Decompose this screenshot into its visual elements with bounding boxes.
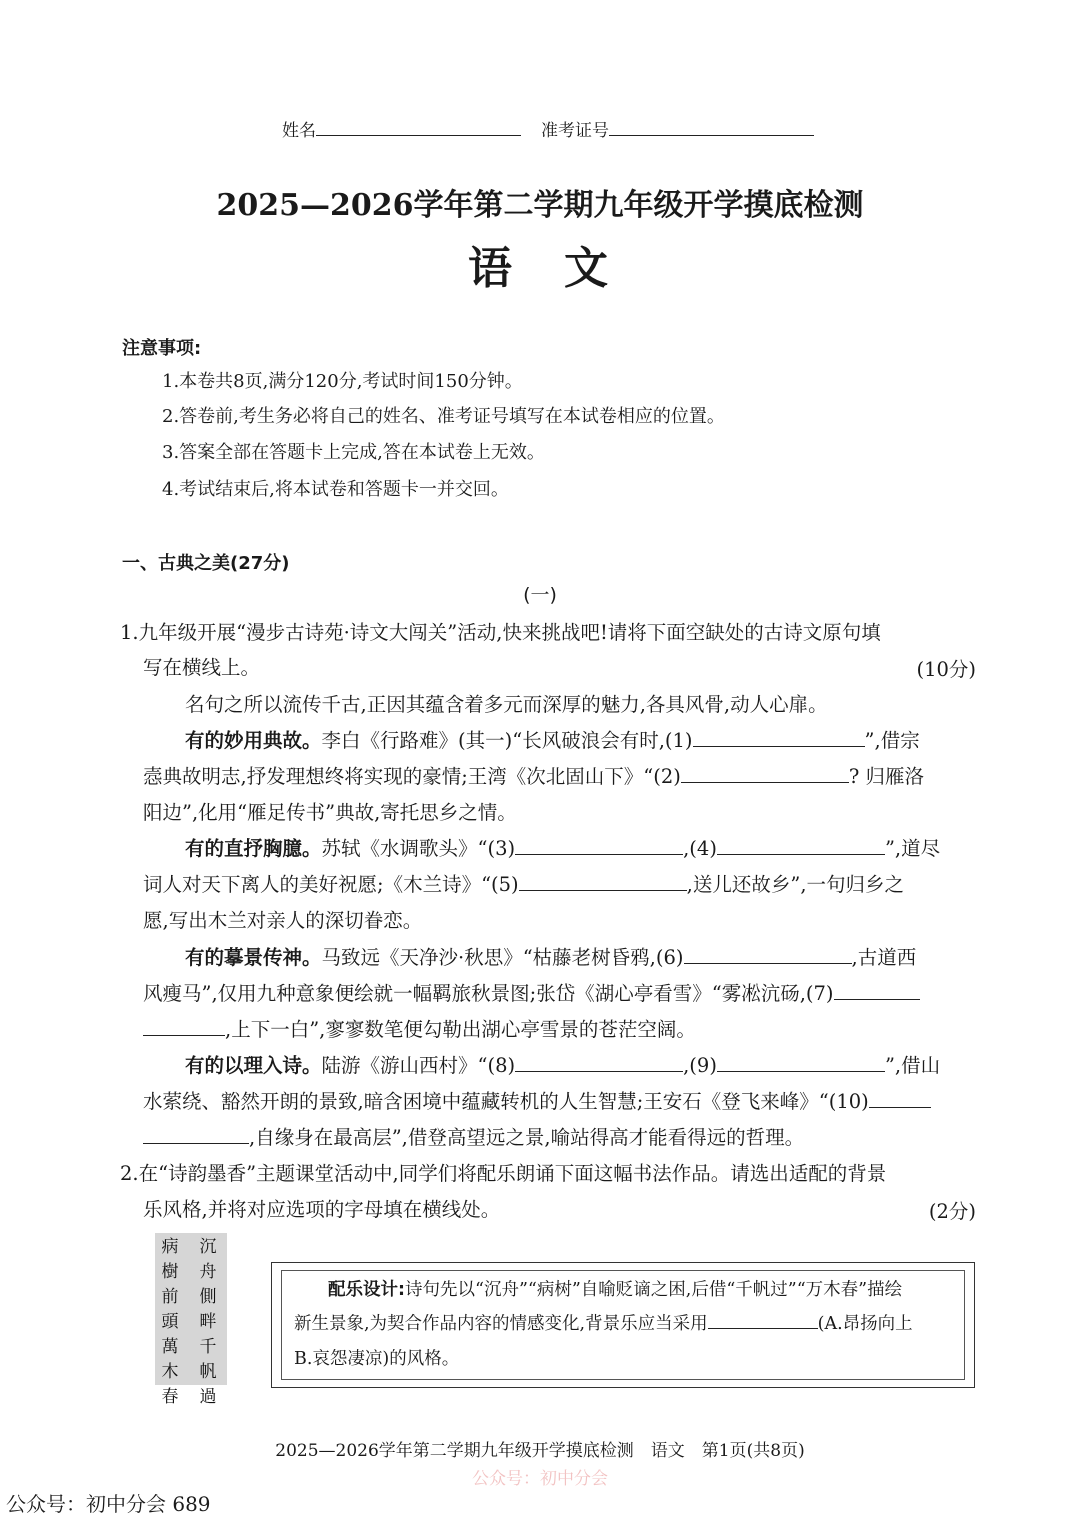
id-field xyxy=(541,116,814,141)
box-line xyxy=(328,1275,902,1305)
q1-score: (10分) xyxy=(916,658,976,681)
notice-item: 1.本卷共8页,满分120分,考试时间150分钟。 xyxy=(162,371,523,392)
answer-blank-8[interactable] xyxy=(515,1053,683,1072)
answer-blank-q2[interactable] xyxy=(708,1310,818,1329)
answer-blank-1[interactable] xyxy=(693,728,865,747)
q1-text: ,上下一白”,寥寥数笔便勾勒出湖心亭雪景的苍茫空阔。 xyxy=(225,1018,696,1041)
q1-text: 陆游《游山西村》“(8) xyxy=(321,1054,516,1077)
q1-text: 悫典故明志,抒发理想终将实现的豪情;王湾《次北固山下》“(2) xyxy=(143,765,681,788)
watermark: 公众号：初中分会 xyxy=(472,1469,608,1489)
q1-para-line xyxy=(143,763,924,791)
q1-para-line xyxy=(143,1124,804,1152)
q1-para-line xyxy=(185,944,916,972)
answer-blank-10[interactable] xyxy=(869,1089,931,1108)
q1-text: 水萦绕、豁然开朗的景致,暗含困境中蕴藏转机的人生智慧;王安石《登飞来峰》“(10) xyxy=(143,1090,869,1113)
page-footer: 2025—2026学年第二学期九年级开学摸底检测 语文 第1页(共8页) xyxy=(275,1441,805,1461)
q1-text: ? 归雁洛 xyxy=(848,765,925,788)
box-text: 新生景象,为契合作品内容的情感变化,背景乐应当采用 xyxy=(294,1314,708,1334)
answer-blank-2[interactable] xyxy=(681,764,849,783)
q1-text: 风瘦马”,仅用九种意象便绘就一幅羁旅秋景图;张岱《湖心亭看雪》“雾凇沆砀,(7) xyxy=(143,982,834,1005)
q1-para-line xyxy=(185,1052,940,1080)
q1-para-lead: 有的以理入诗。 xyxy=(185,1054,322,1077)
notice-heading: 注意事项: xyxy=(122,338,202,359)
box-label: 配乐设计: xyxy=(328,1280,405,1300)
answer-blank-7[interactable] xyxy=(834,981,920,1000)
q1-para-line: 阳边”,化用“雁足传书”典故,寄托思乡之情。 xyxy=(143,801,517,824)
calligraphy-image xyxy=(155,1233,227,1407)
q1-para-lead: 有的摹景传神。 xyxy=(185,946,322,969)
q1-para-line xyxy=(143,1016,696,1044)
q1-para-line xyxy=(143,1088,931,1116)
q1-para-line xyxy=(185,835,940,863)
name-label: 姓名 xyxy=(282,121,316,141)
id-blank xyxy=(609,117,814,136)
answer-blank-4[interactable] xyxy=(717,836,885,855)
corner-label: 公众号：初中分会 689 xyxy=(6,1492,211,1516)
q1-para-line: 愿,写出木兰对亲人的深切眷恋。 xyxy=(143,909,423,932)
q1-line: 1.九年级开展“漫步古诗苑·诗文大闯关”活动,快来挑战吧!请将下面空缺处的古诗文原句填 xyxy=(120,621,881,644)
q1-para-line xyxy=(143,871,904,899)
q2-score: (2分) xyxy=(928,1200,976,1223)
q1-intro: 名句之所以流传千古,正因其蕴含着多元而深厚的魅力,各具风骨,动人心扉。 xyxy=(185,693,828,716)
q2-line: 2.在“诗韵墨香”主题课堂活动中,同学们将配乐朗诵下面这幅书法作品。请选出适配的背景 xyxy=(120,1162,887,1185)
box-line xyxy=(294,1309,913,1339)
q1-text: 李白《行路难》(其一)“长风破浪会有时,(1) xyxy=(321,729,693,752)
calligraphy-left-column: 病樹前頭萬木春 xyxy=(161,1237,179,1407)
name-field xyxy=(282,116,521,141)
answer-blank-3[interactable] xyxy=(515,836,683,855)
answer-blank-6[interactable] xyxy=(684,945,852,964)
q1-line: 写在横线上。 xyxy=(143,656,261,679)
q1-para-line xyxy=(185,727,920,755)
q1-text: ,自缘身在最高层”,借登高望远之景,喻站得高才能看得远的哲理。 xyxy=(249,1126,805,1149)
q1-text: ,(9) xyxy=(683,1054,717,1077)
q1-text: ,送儿还故乡”,一句归乡之 xyxy=(686,873,905,896)
box-line: B.哀怨凄凉)的风格。 xyxy=(294,1349,460,1369)
q1-text: ”,借山 xyxy=(884,1054,941,1077)
subject-title: 语 文 xyxy=(468,243,612,294)
q1-text: 词人对天下离人的美好祝愿;《木兰诗》“(5) xyxy=(143,873,519,896)
q1-text: 苏轼《水调歌头》“(3) xyxy=(321,837,516,860)
q1-text: ,(4) xyxy=(683,837,717,860)
calligraphy-right-column: 沉舟側畔千帆過 xyxy=(199,1237,217,1407)
q1-text: 马致远《天净沙·秋思》“枯藤老树昏鸦,(6) xyxy=(321,946,684,969)
notice-item: 4.考试结束后,将本试卷和答题卡一并交回。 xyxy=(162,479,509,500)
answer-blank-10-cont[interactable] xyxy=(143,1125,249,1144)
q1-para-lead: 有的直抒胸臆。 xyxy=(185,837,322,860)
name-blank xyxy=(316,117,521,136)
id-label: 准考证号 xyxy=(541,121,609,141)
notice-item: 3.答案全部在答题卡上完成,答在本试卷上无效。 xyxy=(162,442,545,463)
q1-para-line xyxy=(143,980,920,1008)
answer-blank-9[interactable] xyxy=(717,1053,885,1072)
box-text: (A.昂扬向上 xyxy=(817,1314,913,1334)
answer-blank-5[interactable] xyxy=(519,872,687,891)
exam-title: 2025—2026学年第二学期九年级开学摸底检测 xyxy=(216,188,864,223)
notice-item: 2.答卷前,考生务必将自己的姓名、准考证号填写在本试卷相应的位置。 xyxy=(162,406,725,427)
section-heading: 一、古典之美(27分) xyxy=(122,553,290,574)
q1-text: ”,借宗 xyxy=(864,729,920,752)
box-text: 诗句先以“沉舟”“病树”自喻贬谪之困,后借“千帆过”“万木春”描绘 xyxy=(405,1280,903,1300)
q2-line: 乐风格,并将对应选项的字母填在横线处。 xyxy=(143,1198,501,1221)
answer-blank-7-cont[interactable] xyxy=(143,1017,225,1036)
q1-text: ,古道西 xyxy=(851,946,917,969)
section-sub-heading: (一) xyxy=(523,584,557,606)
q1-text: ”,道尽 xyxy=(884,837,941,860)
q1-para-lead: 有的妙用典故。 xyxy=(185,729,322,752)
